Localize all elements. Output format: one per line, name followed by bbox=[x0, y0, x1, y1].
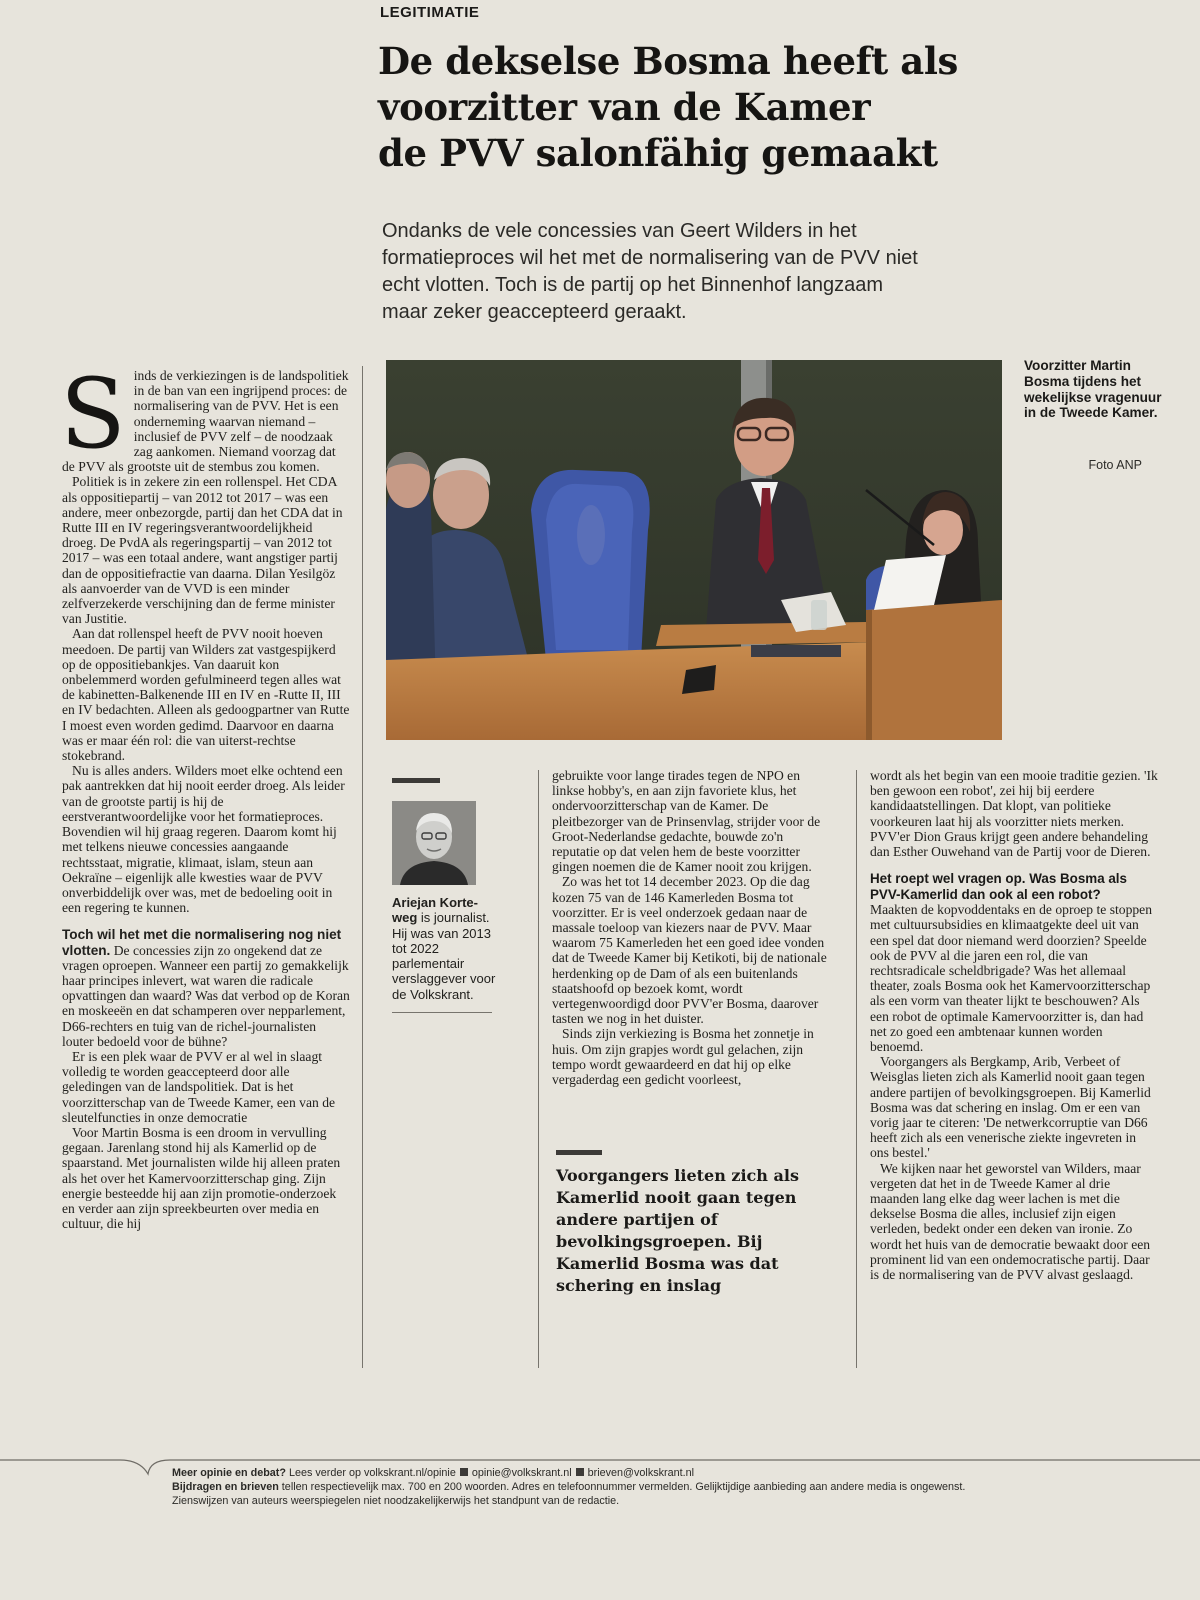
section-kicker: LEGITIMATIE bbox=[380, 4, 480, 21]
author-rule-bottom bbox=[392, 1012, 492, 1013]
parliament-photo-illustration bbox=[386, 360, 1002, 740]
headline-line-3: de PVV salonfähig gemaakt bbox=[378, 131, 938, 175]
footer-email-brieven[interactable]: brieven@volkskrant.nl bbox=[587, 1467, 695, 1479]
paragraph-5-text: De concessies zijn zo ongekend dat ze vragen oproepen. Wanneer een partij zo gemakkelijk haar principes inlevert, wat waren die radicale opvattingen dan waard? Was dat verbod op de Koran en moskeeën en dat schamperen over nepparlement, D66-rechters en tuig van de richel-journalisten louter bedoeld voor de bühne? bbox=[62, 942, 350, 1049]
column-divider-3 bbox=[856, 770, 857, 1368]
lead-paragraph: Ondanks de vele concessies van Geert Wilders in het formatieproces wil het met de normalisering van de PVV niet echt vlotten. Toch is de partij op het Binnenhof langzaam maar zeker geaccepteerd geraakt. bbox=[382, 220, 918, 323]
footer-email-opinie[interactable]: opinie@volkskrant.nl bbox=[471, 1467, 572, 1479]
paragraph-2: Politiek is in zekere zin een rollenspel. Het CDA als oppositiepartij – van 2012 tot 2017 – was een andere, meer onbezorgde, partij dan het CDA dat in Rutte III en IV regeringsverantwoordelijkheid droeg. De PvdA als regeringspartij – van 2012 tot 2017 – was een totaal andere, want angstiger partij dan de oppositiefractie van daarna. Dilan Yesilgöz als aanvoerder van de VVD is een minder zelfverzekerde verschijning dan de ferme minister van Justitie. bbox=[62, 474, 343, 627]
paragraph-7: Voor Martin Bosma is een droom in vervulling gegaan. Jarenlang stond hij als Kamerlid op de spaarstand. Met journalisten wilde hij alleen praten als het over het Kamervoorzitterschap ging. Zijn energie besteedde hij aan zijn promotie-onderzoek en verder aan zijn spreekbeurten over media en cultuur, die hij bbox=[62, 1124, 341, 1232]
photo-credit: Foto ANP bbox=[1088, 458, 1142, 472]
footer-contributions-text: tellen respectievelijk max. 700 en 200 woorden. Adres en telefoonnummer vermelden. Gelijktijdige aanbieding aan andere media is ongewenst. bbox=[278, 1481, 966, 1493]
page-footer bbox=[0, 1452, 1200, 1522]
paragraph-4: Nu is alles anders. Wilders moet elke ochtend een pak aantrekken dat hij nooit eerder droeg. Als leider van de grootste partij is hij de eerstverantwoordelijke voor het formatieproces. Bovendien wil hij graag regeren. Daarom komt hij met telkens nieuwe concessies aangaande rechtsstaat, migratie, klimaat, islam, steun aan Oekraïne – eigenlijk alle kwesties waar de PVV onverbiddelijk over was, met de bedoeling ooit in een regering te kunnen. bbox=[62, 763, 345, 916]
footer-contributions: Bijdragen en brieven bbox=[172, 1481, 279, 1493]
footer-more-opinion: Meer opinie en debat? bbox=[172, 1467, 286, 1479]
col3-paragraph-2: Zo was het tot 14 december 2023. Op die dag kozen 75 van de 146 Kamerleden Bosma tot voorzitter. Er is veel onderzoek gedaan naar de massale toeloop van kiezers naar de PVV. Maar waarom 75 Kamerleden het een goed idee vonden dat de Tweede Kamer bij Ketikoti, bij de nationale herdenking op de Dam of als een buitenlands staatshoofd op bezoek komt, wordt vertegenwoordigd door PVV'er Bosma, daarover tasten we nog in het duister. bbox=[552, 874, 827, 1027]
column-divider-1 bbox=[362, 366, 363, 1368]
photo-caption: Voorzitter Martin Bosma tijdens het wekelijkse vragenuur in de Tweede Kamer. bbox=[1024, 358, 1162, 421]
paragraph-6: Er is een plek waar de PVV er al wel in slaagt volledig te worden geaccepteerd door alle geledingen van de landspolitiek. Dat is het voorzitterschap van de Tweede Kamer, een van de sleutelfuncties in onze democratie bbox=[62, 1048, 336, 1125]
square-bullet-icon bbox=[576, 1468, 584, 1476]
subheading-2: Het roept wel vragen op. Was Bosma als PVV-Kamerlid dan ook al een robot? bbox=[870, 871, 1127, 902]
author-box bbox=[392, 778, 496, 1013]
col3-paragraph-1: gebruikte voor lange tirades tegen de NPO en linkse hobby's, en aan zijn favoriete klus, het ondervoorzitterschap van de Kamer. De pleitbezorger van de Prinsenvlag, strijder voor de Groot-Nederlandse gedachte, bouwde zo'n reputatie op dat velen hem de beste voorzitter gingen noemen die de Kamer nooit zou krijgen. bbox=[552, 768, 821, 875]
footer-line-2 bbox=[172, 1480, 1172, 1494]
col4-paragraph-1: wordt als het begin van een mooie traditie gezien. 'Ik ben gewoon een robot', zei hij bij eerdere kandidaatstellingen. Dat klopt, van politieke voorkeuren laat hij als voorzitter niets merken. PVV'er Dion Graus krijgt geen andere behandeling dan Esther Ouwehand van de Partij voor de Dieren. bbox=[870, 768, 1158, 860]
footer-opinion-link[interactable]: Lees verder op volkskrant.nl/opinie bbox=[285, 1467, 456, 1479]
author-portrait bbox=[392, 801, 476, 885]
col3-paragraph-3: Sinds zijn verkiezing is Bosma het zonnetje in huis. Om zijn grapjes wordt gul gelachen, zijn tempo wordt gewaardeerd en dat hij op elke vergaderdag een gedicht voorleest, bbox=[552, 1026, 814, 1088]
subheading-1: Toch wil het met die normalisering nog niet vlotten. bbox=[62, 927, 342, 958]
column-divider-2 bbox=[538, 770, 539, 1368]
col4-paragraph-2: Maakten de kopvoddentaks en de oproep te stoppen met cultuursubsidies en klimaatgekte deel uit van een spel dat door niemand werd doorzien? Speelde ook de PVV al die jaren een rol, die van rechtsradicale scheldbrigade? Was het allemaal theater, zoals Bosma ook het Kamervoorzitterschap als een vorm van theater lijkt te beschouwen? Als een robot de optimale Kamervoorzitter is, dan had net zo goed een ambtenaar kunnen worden benoemd. bbox=[870, 902, 1152, 1055]
headline-line-1: De dekselse Bosma heeft als bbox=[378, 39, 958, 83]
footer-line-3: Zienswijzen van auteurs weerspiegelen niet noodzakelijkerwijs het standpunt van de redactie. bbox=[172, 1495, 620, 1507]
col4-paragraph-4: We kijken naar het geworstel van Wilders, maar vergeten dat het in de Tweede Kamer al drie maanden lang elke dag weer lachen is met die dekselse Bosma die alles, inclusief zijn eigen verleden, bedekt onder een deken van ironie. Zo wordt het huis van de democratie bewaakt door een prominent lid van een ondemocratische partij. Daar is de normalisering van de PVV alvast geslaagd. bbox=[870, 1160, 1151, 1283]
paragraph-1-text: inds de verkiezingen is de landspolitiek in de ban van een ingrijpend proces: de normalisering van de PVV. Het is een onderneming waarvan niemand – inclusief de PVV zelf – de noodzaak zag aankomen. Niemand voorzag dat de PVV als grootste uit de stembus zou komen. bbox=[62, 368, 349, 475]
col4-paragraph-3: Voorgangers als Bergkamp, Arib, Verbeet of Weisglas lieten zich als Kamerlid nooit gaan tegen andere partijen of bevolkingsgroepen. Bij Kamerlid Bosma was dat schering en inslag. Om er een van vorig jaar te citeren: 'De netwerkcorruptie van D66 heeft zich als een venerische ziekte ingevreten in ons bestel.' bbox=[870, 1054, 1151, 1161]
author-name: Ariejan Korteweg bbox=[392, 895, 478, 926]
article-column-1 bbox=[60, 358, 350, 1232]
headline bbox=[378, 38, 1018, 176]
article-column-3 bbox=[552, 768, 834, 1087]
square-bullet-icon bbox=[460, 1468, 468, 1476]
footer-line-1 bbox=[172, 1466, 1172, 1480]
author-rule-top bbox=[392, 778, 440, 783]
footer-text bbox=[172, 1466, 1172, 1508]
paragraph-3: Aan dat rollenspel heeft de PVV nooit hoeven meedoen. De partij van Wilders zat vastgespijkerd op de oppositiebankjes. Van daaruit kon onbelemmerd worden gefulmineerd tegen alles wat de kabinetten-Balkenende III en IV en -Rutte II, III en IV bedachten. Alleen als gedoogpartner van Rutte I moest even worden gedimd. Daarvoor en daarna was er maar één rol: die van uiterst-rechtse stokebrand. bbox=[62, 626, 350, 764]
drop-cap: S bbox=[60, 358, 126, 470]
pull-quote-text: Voorgangers lieten zich als Kamerlid nooit gaan tegen andere partijen of bevolkingsgroepen. Bij Kamerlid Bosma was dat schering en inslag bbox=[556, 1166, 799, 1295]
author-bio bbox=[392, 895, 496, 1002]
article-photo bbox=[386, 360, 1002, 740]
headline-line-2: voorzitter van de Kamer bbox=[378, 85, 871, 129]
article-column-4 bbox=[870, 768, 1158, 1282]
pull-quote bbox=[556, 1150, 826, 1297]
paragraph-1 bbox=[60, 358, 350, 475]
paragraph-5 bbox=[62, 927, 350, 1049]
pull-quote-rule bbox=[556, 1150, 602, 1155]
author-bio-text: is journalist. Hij was van 2013 tot 2022 parlementair verslaggever voor de Volkskrant. bbox=[392, 910, 496, 1002]
